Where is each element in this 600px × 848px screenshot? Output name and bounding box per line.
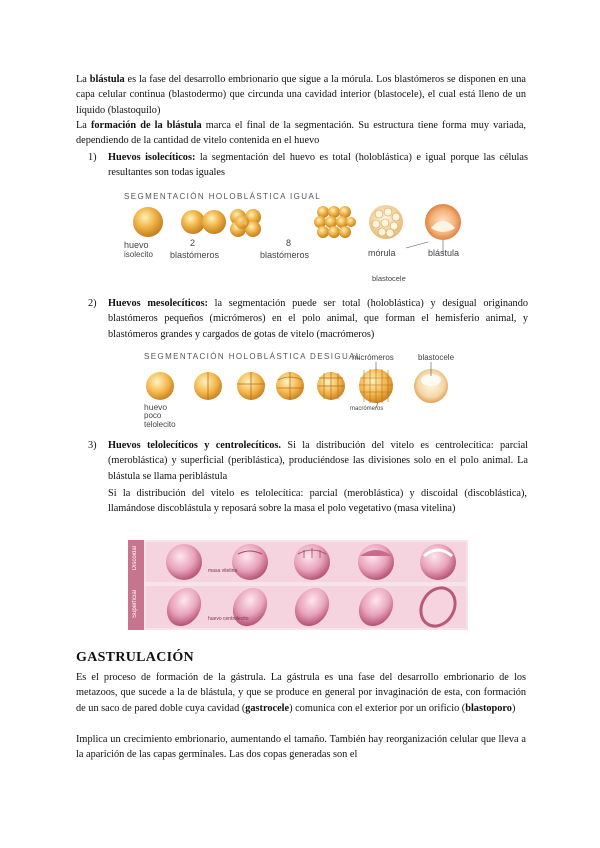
intro-paragraph-formacion: La formación de la blástula marca el final de la segmentación. Su estructura tiene forma muy variada, dependiendo de la cantidad de vitelo contenida en el huevo	[76, 120, 526, 147]
label-superficial: Superficial	[132, 590, 138, 619]
figure-segmentacion-holoblastica-igual	[118, 184, 478, 284]
label-blastocele: blastocele	[372, 274, 406, 283]
gastrulacion-paragraph-1: Es el proceso de formación de la gástrula. La gástrula es una fase del desarrollo embrionario de los metazoos, que sucede a la de blástula, y que se produce en general por invaginación de esta, con formación de un saco de pared doble cuya cavidad (gastrocele) comunica con el exterior por un orificio (blastoporo)	[76, 672, 526, 714]
list-item-mesoleciticos: 2) Huevos mesolecíticos: la segmentación puede ser total (holoblástica) y desigual originando blastómeros pequeños (micrómeros) en el polo animal, que forman el hemisferio animal, y blastómeros grandes y cargados de gotas de vitelo (macrómeros)	[88, 298, 528, 340]
embryo-illustration	[118, 184, 478, 284]
label-blastomeros-2: blastómeros	[170, 250, 220, 260]
heading-gastrulacion: GASTRULACIÓN	[76, 650, 194, 665]
label-morula: mórula	[368, 248, 396, 258]
label-macromeros: macrómeros	[350, 406, 384, 412]
list-item-isoleciticos: 1) Huevos isolecíticos: la segmentación del huevo es total (holoblástica) e igual porque las células resultantes son todas iguales	[88, 152, 528, 179]
list-item-teloleciticos-extra: Si la distribución del vitelo es telolecítica: parcial (meroblástica) y discoidal (discoblástica), llamándose discoblástula y reposará sobre la masa el polo vegetativo (masa vitelina)	[108, 488, 527, 515]
label-2: 2	[190, 238, 196, 248]
label-blastomeros-8: blastómeros	[260, 250, 310, 260]
figure-title: SEGMENTACIÓN HOLOBLÁSTICA IGUAL	[124, 192, 322, 201]
label-isolecito: isolecito	[124, 250, 153, 259]
gastrulacion-paragraph-2: Implica un crecimiento embrionario, aumentando el tamaño. También hay reorganización celular que lleva a la aparición de las capas germinales. Las dos copas generadas son el	[76, 734, 526, 761]
label-huevo: huevo	[144, 402, 168, 412]
figure-segmentacion-parcial	[128, 540, 468, 630]
label-masa-vitelina: masa vitelina	[208, 568, 238, 574]
label-huevo: huevo	[124, 240, 149, 250]
figure-segmentacion-holoblastica-desigual	[138, 348, 468, 428]
label-discoidal: Discoidal	[132, 546, 138, 571]
intro-paragraph-blastula: La blástula es la fase del desarrollo embrionario que sigue a la mórula. Los blastómeros se disponen en una capa celular continua (blastodermo) que circunda una cavidad interior (blastocele), el cual está lleno de un líquido (blastoquilo)	[76, 74, 526, 116]
label-blastula: blástula	[428, 248, 460, 258]
label-8: 8	[286, 238, 292, 248]
label-poco: poco	[144, 411, 162, 420]
label-blastocele: blastocele	[418, 353, 455, 362]
label-huevo-centrolecito: huevo centrolecito	[208, 616, 249, 622]
label-micromeros: micrómeros	[352, 353, 394, 362]
embryo-illustration	[128, 540, 468, 630]
list-item-teloleciticos: 3) Huevos telolecíticos y centrolecíticos. Si la distribución del vitelo es centrolecítica: parcial (meroblástica) y superficial (periblástica), produciéndose las divisiones solo en el polo animal. La blástula se llama periblástula	[88, 440, 528, 482]
label-telolecito: telolecito	[144, 420, 176, 429]
figure-title: SEGMENTACIÓN HOLOBLÁSTICA DESIGUAL	[144, 352, 362, 361]
